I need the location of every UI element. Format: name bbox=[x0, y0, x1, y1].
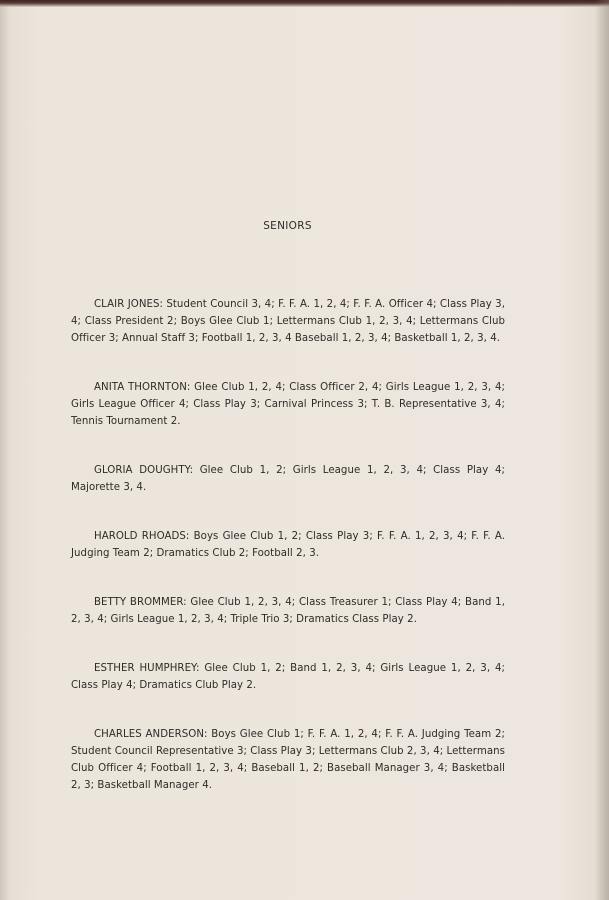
senior-entry-clair-jones: CLAIR JONES: Student Council 3, 4; F. F. A. 1, 2, 4; F. F. A. Officer 4; Class Play 3, 4; Class President 2; Boys Glee Club 1; Lettermans Club 1, 2, 3, 4; Lettermans Club Officer 3; Annual Staff 3; Football 1, 2, 3, 4 Baseball 1, 2, 3, 4; Basketball 1, 2, 3, 4. bbox=[71, 299, 505, 344]
senior-entry-anita-thornton: ANITA THORNTON: Glee Club 1, 2, 4; Class Officer 2, 4; Girls League 1, 2, 3, 4; Girls League Officer 4; Class Play 3; Carnival Princess 3; T. B. Representative 3, 4; Tennis Tournament 2. bbox=[71, 382, 505, 427]
senior-entry-betty-brommer: BETTY BROMMER: Glee Club 1, 2, 3, 4; Class Treasurer 1; Class Play 4; Band 1, 2, 3, 4; Girls League 1, 2, 3, 4; Triple Trio 3; Dramatics Class Play 2. bbox=[71, 597, 505, 625]
senior-entries bbox=[71, 296, 505, 794]
senior-entry-harold-rhoads: HAROLD RHOADS: Boys Glee Club 1, 2; Class Play 3; F. F. A. 1, 2, 3, 4; F. F. A. Judging Team 2; Dramatics Club 2; Football 2, 3. bbox=[71, 531, 505, 559]
senior-entry-charles-anderson: CHARLES ANDERSON: Boys Glee Club 1; F. F. A. 1, 2, 4; F. F. A. Judging Team 2; Student Council Representative 3; Class Play 3; Lettermans Club 2, 3, 4; Lettermans Club Officer 4; Football 1, 2, 3, 4; Baseball 1, 2; Baseball Manager 3, 4; Basketball 2, 3; Basketball Manager 4. bbox=[71, 729, 505, 791]
senior-entry-esther-humphrey: ESTHER HUMPHREY: Glee Club 1, 2; Band 1, 2, 3, 4; Girls League 1, 2, 3, 4; Class Play 4; Dramatics Club Play 2. bbox=[71, 663, 505, 691]
page-binding-shadow bbox=[595, 0, 609, 900]
page-top-edge bbox=[0, 0, 609, 7]
senior-entry-gloria-doughty: GLORIA DOUGHTY: Glee Club 1, 2; Girls League 1, 2, 3, 4; Class Play 4; Majorette 3, 4. bbox=[71, 465, 505, 493]
page-title: SENIORS bbox=[263, 220, 312, 232]
